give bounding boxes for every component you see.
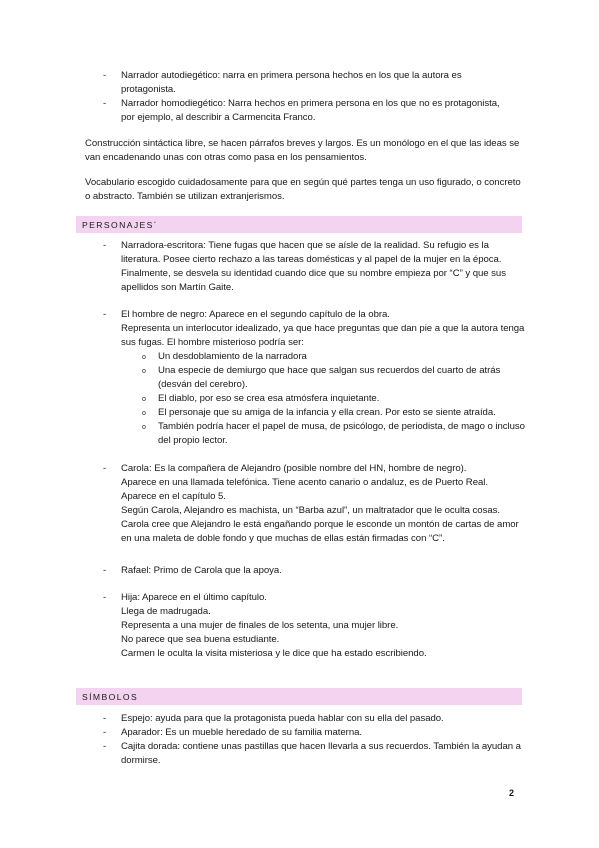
list-item-text: Finalmente, se desvela su identidad cuando dice que su nombre empieza por “C” y que sus (121, 268, 506, 279)
list-item-text: protagonista. (121, 84, 176, 95)
list-item-text: Carola cree que Alejandro le está engañando porque le esconde un montón de cartas de amor (121, 519, 519, 530)
paragraph-line: Construcción sintáctica libre, se hacen párrafos breves y largos. Es un monólogo en el que las ideas se (85, 138, 520, 149)
list-item-text: en una maleta de doble fondo y que muchas de ellas están firmadas con “C”. (121, 533, 445, 544)
list-item-text: Espejo: ayuda para que la protagonista pueda hablar con su ella del pasado. (121, 713, 444, 724)
sublist-item-text: También podría hacer el papel de musa, de psicólogo, de periodista, de mago o incluso (158, 421, 525, 432)
section-title: SÍMBOLOS (82, 692, 139, 702)
list-bullet: - (103, 592, 107, 603)
list-item-text: Aparador: Es un mueble heredado de su familia materna. (121, 727, 363, 738)
list-item-text: Carola: Es la compañera de Alejandro (posible nombre del HN, hombre de negro). (121, 463, 467, 474)
sublist-bullet: o (142, 354, 146, 361)
list-bullet: - (103, 565, 107, 576)
sublist-item-text: El personaje que su amiga de la infancia y ella crean. Por esto se siente atraída. (158, 407, 496, 418)
list-item-text: sus fugas. El hombre misterioso podría ser: (121, 337, 304, 348)
page-number: 2 (509, 788, 515, 798)
paragraph-line: van encadenando unas con otras como pasa en los pensamientos. (85, 152, 367, 163)
list-item-text: El hombre de negro: Aparece en el segundo capítulo de la obra. (121, 309, 390, 320)
sublist-item-text: El diablo, por eso se crea esa atmósfera inquietante. (158, 393, 380, 404)
sublist-bullet: o (142, 424, 146, 431)
list-item-text: Hija: Aparece en el último capítulo. (121, 592, 267, 603)
list-bullet: - (103, 240, 107, 251)
section-header-simbolos (76, 688, 522, 705)
list-item-text: Aparece en una llamada telefónica. Tiene acento canario o andaluz, es de Puerto Real. (121, 477, 488, 488)
sublist-item-text: Una especie de demiurgo que hace que salgan sus recuerdos del cuarto de atrás (158, 365, 501, 376)
sublist-bullet: o (142, 368, 146, 375)
sublist-item-text: (desván del cerebro). (158, 379, 248, 390)
sublist-item-text: Un desdoblamiento de la narradora (158, 351, 307, 362)
list-bullet: - (103, 70, 107, 81)
list-item-text: apellidos son Martín Gaite. (121, 282, 234, 293)
list-item-text: Representa un interlocutor idealizado, ya que hace preguntas que dan pie a que la autora tenga (121, 323, 525, 334)
list-item-text: Narrador homodiegético: Narra hechos en primera persona en los que no es protagonista, (121, 98, 500, 109)
list-item-text: Rafael: Primo de Carola que la apoya. (121, 565, 282, 576)
list-item-text: dormirse. (121, 755, 161, 766)
section-title: PERSONAJES´ (82, 220, 159, 230)
section-header-personajes (76, 216, 522, 233)
list-item-text: Narradora-escritora: Tiene fugas que hacen que se aísle de la realidad. Su refugio es la (121, 240, 489, 251)
sublist-item-text: del propio lector. (158, 435, 228, 446)
list-item-text: Carmen le oculta la visita misteriosa y le dice que ha estado escribiendo. (121, 648, 427, 659)
list-item-text: Llega de madrugada. (121, 606, 211, 617)
paragraph-line: Vocabulario escogido cuidadosamente para que en según qué partes tenga un uso figurado, o concreto (85, 177, 521, 188)
paragraph-line: o abstracto. También se utilizan extranjerismos. (85, 191, 285, 202)
list-bullet: - (103, 309, 107, 320)
list-item-text: Cajita dorada: contiene unas pastillas que hacen llevarla a sus recuerdos. También la ayudan a (121, 741, 521, 752)
list-bullet: - (103, 713, 107, 724)
list-item-text: Aparece en el capítulo 5. (121, 491, 226, 502)
list-item-text: Narrador autodiegético: narra en primera persona hechos en los que la autora es (121, 70, 462, 81)
list-bullet: - (103, 727, 107, 738)
list-item-text: Según Carola, Alejandro es machista, un “Barba azul”, un maltratador que le oculta cosas. (121, 505, 500, 516)
list-bullet: - (103, 98, 107, 109)
list-bullet: - (103, 463, 107, 474)
list-item-text: literatura. Posee cierto rechazo a las tareas domésticas y al papel de la mujer en la época. (121, 254, 502, 265)
list-item-text: Representa a una mujer de finales de los setenta, una mujer libre. (121, 620, 399, 631)
sublist-bullet: o (142, 410, 146, 417)
list-item-text: por ejemplo, al describir a Carmencita Franco. (121, 112, 316, 123)
sublist-bullet: o (142, 396, 146, 403)
list-item-text: No parece que sea buena estudiante. (121, 634, 280, 645)
list-bullet: - (103, 741, 107, 752)
